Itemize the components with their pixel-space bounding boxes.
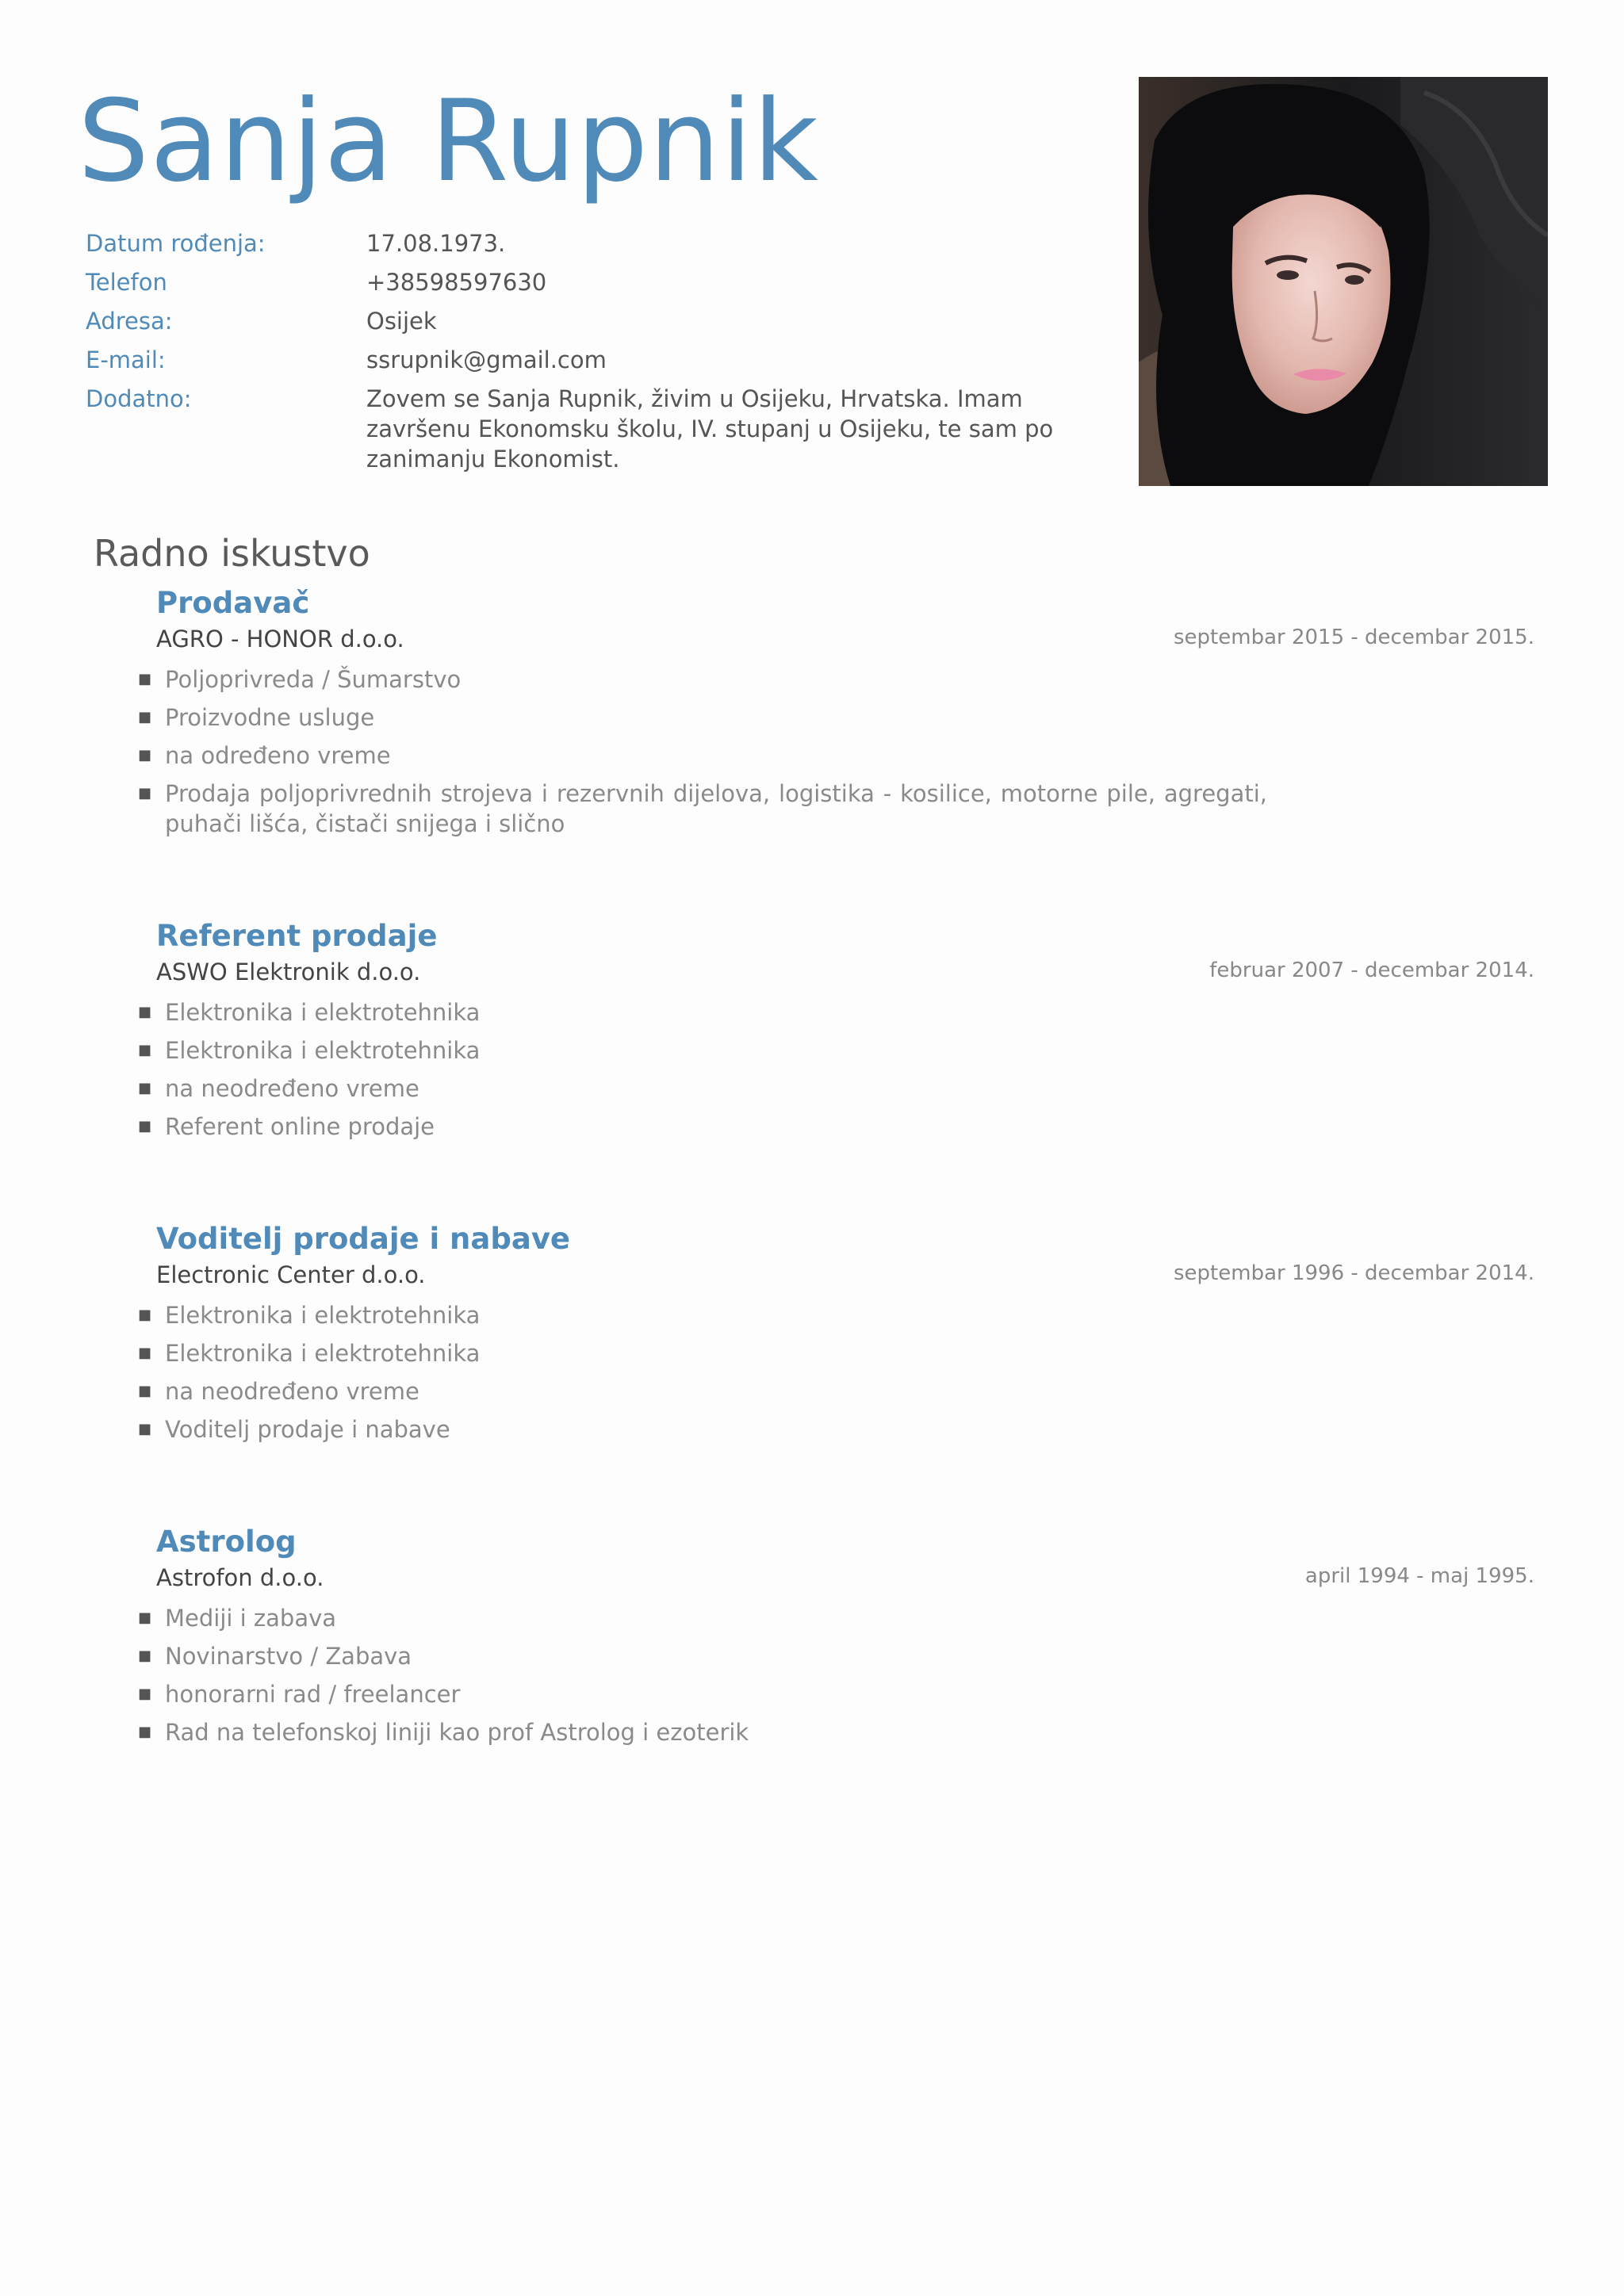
list-item (138, 664, 1327, 695)
info-label: Telefon (86, 269, 167, 296)
bullet-text: Elektronika i elektrotehnika (165, 1037, 481, 1064)
job-entry (138, 1221, 1534, 1445)
info-value: +38598597630 (366, 269, 547, 296)
list-item (138, 1338, 1327, 1368)
list-item (138, 1641, 1327, 1671)
bullet-text: Prodaja poljoprivrednih strojeva i rezervnih dijelova, logistika - kosilice, motorne pile, agregati, puhači lišća, čistači snijega i slično (165, 780, 1267, 837)
bullet-text: Elektronika i elektrotehnika (165, 1302, 481, 1329)
job-dates: septembar 2015 - decembar 2015. (1174, 626, 1534, 649)
bullet-text: Referent online prodaje (165, 1113, 435, 1140)
personal-info (86, 228, 1077, 483)
bullet-icon: ■ (138, 1421, 152, 1437)
list-item (138, 1112, 1327, 1142)
list-item (138, 1376, 1327, 1406)
info-row-email (86, 345, 1077, 375)
info-value: Osijek (366, 308, 437, 335)
job-title: Prodavač (156, 586, 310, 620)
company-name: ASWO Elektronik d.o.o. (156, 959, 421, 985)
bullet-icon: ■ (138, 785, 152, 802)
bullet-text: na određeno vreme (165, 742, 391, 769)
job-dates: februar 2007 - decembar 2014. (1209, 959, 1534, 982)
list-item (138, 1603, 1327, 1633)
list-item (138, 1073, 1327, 1104)
bullet-text: na neodređeno vreme (165, 1378, 419, 1405)
list-item (138, 1679, 1327, 1709)
bullet-text: Mediji i zabava (165, 1605, 337, 1632)
bullet-icon: ■ (138, 1118, 152, 1135)
job-bullets (138, 1300, 1327, 1445)
bullet-icon: ■ (138, 1647, 152, 1664)
info-value: Zovem se Sanja Rupnik, živim u Osijeku, Hrvatska. Imam završenu Ekonomsku školu, IV. stupanj u Osijeku, te sam po zanimanju Ekonomist. (366, 385, 1054, 473)
company-name: Astrofon d.o.o. (156, 1564, 324, 1591)
list-item (138, 702, 1327, 733)
job-bullets (138, 1603, 1327, 1747)
bullet-icon: ■ (138, 709, 152, 725)
bullet-icon: ■ (138, 1307, 152, 1323)
company-name: AGRO - HONOR d.o.o. (156, 626, 404, 652)
job-title: Astrolog (156, 1525, 297, 1559)
info-value: ssrupnik@gmail.com (366, 346, 607, 373)
list-item (138, 997, 1327, 1027)
profile-photo (1139, 77, 1548, 486)
bullet-icon: ■ (138, 747, 152, 763)
job-bullets (138, 997, 1327, 1142)
bullet-icon: ■ (138, 1686, 152, 1702)
bullet-icon: ■ (138, 1724, 152, 1740)
company-name: Electronic Center d.o.o. (156, 1261, 426, 1288)
job-bullets (138, 664, 1327, 839)
list-item (138, 740, 1327, 771)
job-title: Voditelj prodaje i nabave (156, 1222, 571, 1256)
list-item (138, 1717, 1327, 1747)
info-row-birthdate (86, 228, 1077, 258)
info-label: Adresa: (86, 308, 173, 335)
job-title: Referent prodaje (156, 919, 438, 953)
list-item (138, 779, 1327, 839)
bullet-text: Elektronika i elektrotehnika (165, 999, 481, 1026)
info-label: E-mail: (86, 346, 166, 373)
info-label: Dodatno: (86, 385, 192, 412)
bullet-icon: ■ (138, 1080, 152, 1096)
job-entry (138, 918, 1534, 1142)
bullet-text: Elektronika i elektrotehnika (165, 1340, 481, 1367)
bullet-text: Proizvodne usluge (165, 704, 375, 731)
bullet-icon: ■ (138, 1609, 152, 1626)
bullet-icon: ■ (138, 1383, 152, 1399)
info-value: 17.08.1973. (366, 230, 506, 257)
job-dates: april 1994 - maj 1995. (1304, 1564, 1534, 1588)
section-title-experience: Radno iskustvo (94, 532, 370, 575)
bullet-text: Novinarstvo / Zabava (165, 1643, 412, 1670)
bullet-icon: ■ (138, 671, 152, 687)
bullet-icon: ■ (138, 1004, 152, 1020)
bullet-icon: ■ (138, 1345, 152, 1361)
bullet-text: na neodređeno vreme (165, 1075, 419, 1102)
info-row-additional (86, 384, 1077, 474)
bullet-text: Voditelj prodaje i nabave (165, 1416, 450, 1443)
info-label: Datum rođenja: (86, 230, 266, 257)
job-entry (138, 1524, 1534, 1747)
job-entry (138, 585, 1534, 839)
bullet-icon: ■ (138, 1042, 152, 1058)
job-dates: septembar 1996 - decembar 2014. (1174, 1261, 1534, 1285)
bullet-text: Poljoprivreda / Šumarstvo (165, 666, 462, 693)
info-row-phone (86, 267, 1077, 297)
candidate-name: Sanja Rupnik (78, 76, 819, 207)
list-item (138, 1035, 1327, 1066)
bullet-text: Rad na telefonskoj liniji kao prof Astrolog i ezoterik (165, 1719, 749, 1746)
list-item (138, 1414, 1327, 1445)
list-item (138, 1300, 1327, 1330)
info-row-address (86, 306, 1077, 336)
bullet-text: honorarni rad / freelancer (165, 1681, 461, 1708)
